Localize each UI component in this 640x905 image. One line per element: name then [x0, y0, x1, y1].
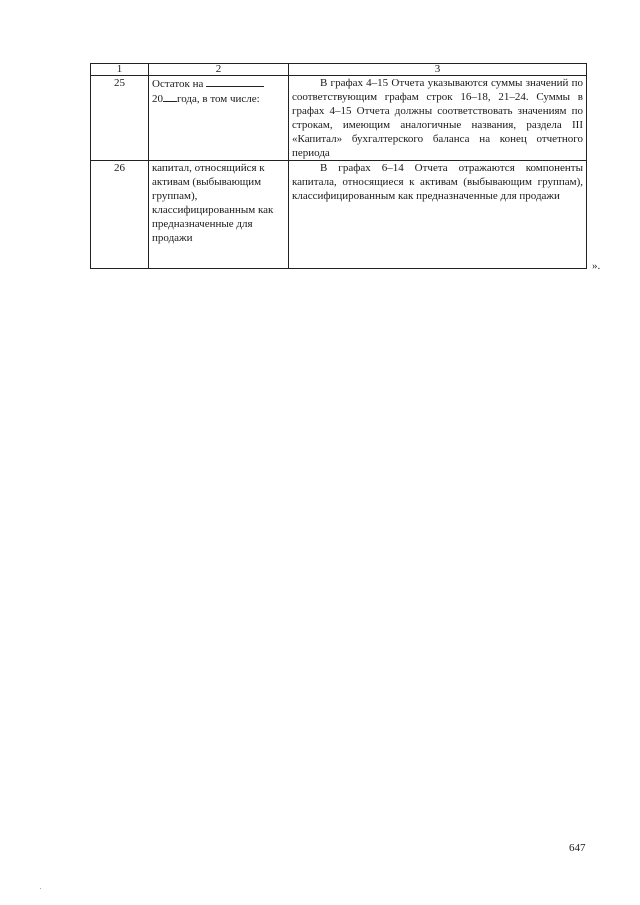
row-number: 26	[91, 161, 149, 269]
row-label	[149, 76, 289, 161]
page-number: 647	[569, 842, 586, 854]
row-description: В графах 4–15 Отчета указываются суммы значений по соответствующим графам строк 16–18, 21–24. Суммы в графах 4–15 Отчета должны соответствовать значениям по строкам, имеющим аналогичные названия, раздела III «Капитал» бухгалтерского баланса на конец отчетного периода	[289, 76, 587, 161]
table-header-row	[91, 64, 587, 76]
label-text-end: года, в том числе:	[177, 93, 260, 105]
blank-year-field	[163, 91, 177, 102]
blank-date-field	[206, 76, 264, 87]
header-col-2: 2	[149, 64, 289, 76]
row-number: 25	[91, 76, 149, 161]
row-label: капитал, относящийся к активам (выбывающим группам), классифицированным как предназначенные для продажи	[149, 161, 289, 269]
label-text-start: Остаток на	[152, 78, 207, 90]
table-row	[91, 161, 587, 269]
label-year-prefix: 20	[152, 93, 163, 105]
row-description: В графах 6–14 Отчета отражаются компоненты капитала, относящиеся к активам (выбывающим группам), классифицированным как предназначенные для продажи	[289, 161, 587, 269]
closing-quote-mark: ».	[592, 260, 601, 272]
header-col-3: 3	[289, 64, 587, 76]
scan-speck	[40, 888, 41, 889]
table-row	[91, 76, 587, 161]
header-col-1: 1	[91, 64, 149, 76]
instruction-table	[90, 63, 587, 269]
